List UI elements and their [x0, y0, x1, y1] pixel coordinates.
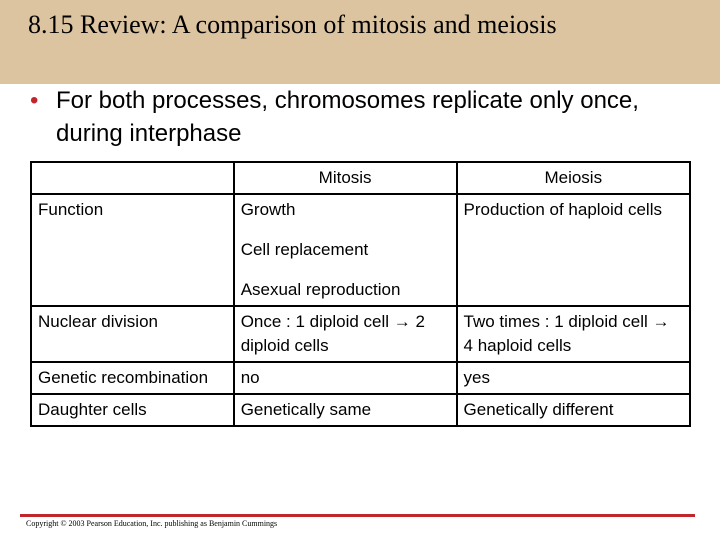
slide-title: 8.15 Review: A comparison of mitosis and meiosis — [28, 10, 557, 39]
mitosis-recombination-cell: no — [234, 362, 457, 394]
bullet-point — [30, 84, 690, 150]
mitosis-daughter-cells-cell: Genetically same — [234, 394, 457, 426]
mitosis-function-item: Asexual reproduction — [240, 280, 401, 299]
bullet-text: For both processes, chromosomes replicate only once, during interphase — [56, 87, 639, 147]
table-row — [31, 362, 690, 394]
table-row — [31, 194, 690, 306]
mitosis-nuclear-division-cell: Once : 1 diploid cell → 2 diploid cells — [234, 306, 457, 362]
row-label-nuclear-division: Nuclear division — [31, 306, 234, 362]
copyright-notice: Copyright © 2003 Pearson Education, Inc. publishing as Benjamin Cummings — [26, 519, 278, 528]
comparison-table — [30, 161, 691, 427]
mitosis-function-item: Cell replacement — [240, 240, 369, 259]
table-header-row — [31, 162, 690, 194]
row-label-genetic-recombination: Genetic recombination — [31, 362, 234, 394]
header-meiosis: Meiosis — [457, 162, 690, 194]
header-empty-cell — [31, 162, 234, 194]
meiosis-daughter-cells-cell: Genetically different — [457, 394, 690, 426]
mitosis-function-cell — [234, 194, 457, 306]
meiosis-function-cell: Production of haploid cells — [457, 194, 690, 306]
bullet-icon: • — [30, 87, 39, 114]
table-row — [31, 394, 690, 426]
footer-divider — [20, 514, 695, 517]
meiosis-nuclear-division-cell: Two times : 1 diploid cell → 4 haploid cells — [457, 306, 690, 362]
meiosis-recombination-cell: yes — [457, 362, 690, 394]
mitosis-function-item: Growth — [240, 200, 296, 219]
table-row — [31, 306, 690, 362]
row-label-function: Function — [31, 194, 234, 306]
header-mitosis: Mitosis — [234, 162, 457, 194]
row-label-daughter-cells: Daughter cells — [31, 394, 234, 426]
title-bar — [0, 0, 720, 84]
